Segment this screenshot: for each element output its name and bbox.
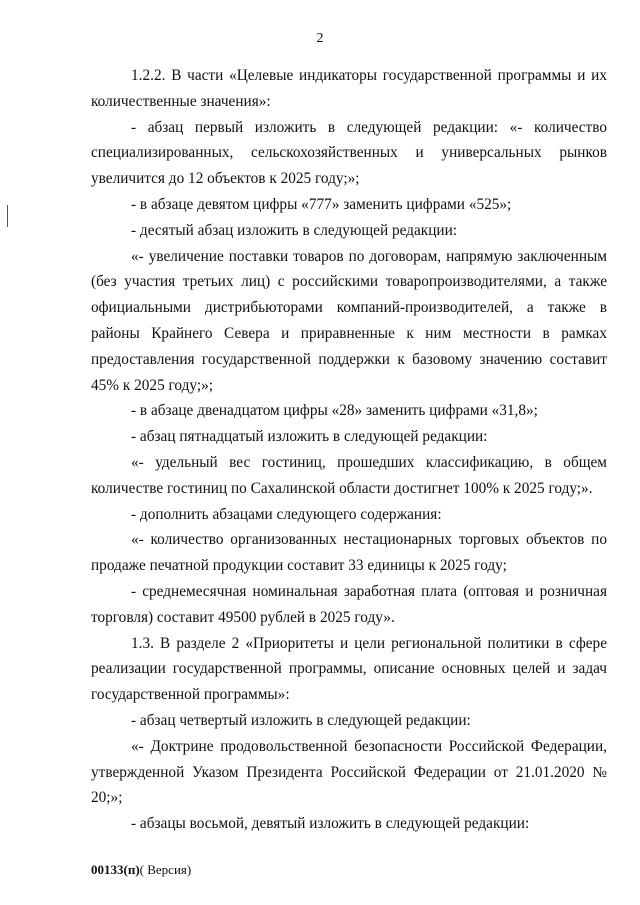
paragraph-add-abzacs: - дополнить абзацами следующего содержания:	[131, 505, 442, 523]
paragraph-tenth-abzac: - десятый абзац изложить в следующей редакции:	[131, 221, 457, 239]
paragraph-kiosks: «- количество организованных нестационарных торговых объектов по продаже печатной продукции составит 33 единицы к 2025 году;	[91, 531, 607, 575]
scan-mark	[7, 205, 8, 227]
paragraph-salary: - среднемесячная номинальная заработная плата (оптовая и розничная торговля) составит 49500 рублей в 2025 году».	[91, 582, 607, 626]
page-number: 2	[316, 31, 324, 46]
document-body	[91, 63, 607, 837]
footer	[91, 862, 191, 878]
paragraph-first-abzac: - абзац первый изложить в следующей редакции: «- количество специализированных, сельскохозяйственных и универсальных рынков увеличится до 12 объектов к 2025 году;»;	[91, 118, 607, 188]
paragraph-supply-increase: «- увеличение поставки товаров по договорам, напрямую заключенным (без участия третьих лиц) с российскими товаропроизводителями, а также официальными дистрибьюторами компаний-производителей, а также в районы Крайнего Севера и приравненные к ним местности в рамках предоставления государственной поддержки к базовому значению составит 45% к 2025 году;»;	[91, 247, 607, 394]
document-code: 00133(п)	[91, 862, 140, 877]
paragraph-1-2-2: 1.2.2. В части «Целевые индикаторы государственной программы и их количественные значения»:	[91, 67, 607, 110]
paragraph-hotels-share: «- удельный вес гостиниц, прошедших классификацию, в общем количестве гостиниц по Сахалинской области достигнет 100% к 2025 году;».	[91, 453, 607, 497]
paragraph-fifteenth-abzac: - абзац пятнадцатый изложить в следующей редакции:	[131, 428, 488, 446]
document-version: ( Версия)	[139, 862, 192, 877]
paragraph-fourth-abzac: - абзац четвертый изложить в следующей редакции:	[131, 711, 471, 729]
paragraph-doctrine: «- Доктрине продовольственной безопасности Российской Федерации, утвержденной Указом Президента Российской Федерации от 21.01.2020 № 20;»;	[91, 737, 607, 807]
paragraph-ninth-abzac: - в абзаце девятом цифры «777» заменить цифрами «525»;	[131, 195, 512, 213]
paragraph-eighth-ninth-abzac: - абзацы восьмой, девятый изложить в следующей редакции:	[131, 815, 530, 833]
paragraph-twelfth-abzac: - в абзаце двенадцатом цифры «28» заменить цифрами «31,8»;	[131, 402, 538, 420]
paragraph-1-3: 1.3. В разделе 2 «Приоритеты и цели региональной политики в сфере реализации государственной программы, описание основных целей и задач государственной программы»:	[91, 634, 607, 704]
